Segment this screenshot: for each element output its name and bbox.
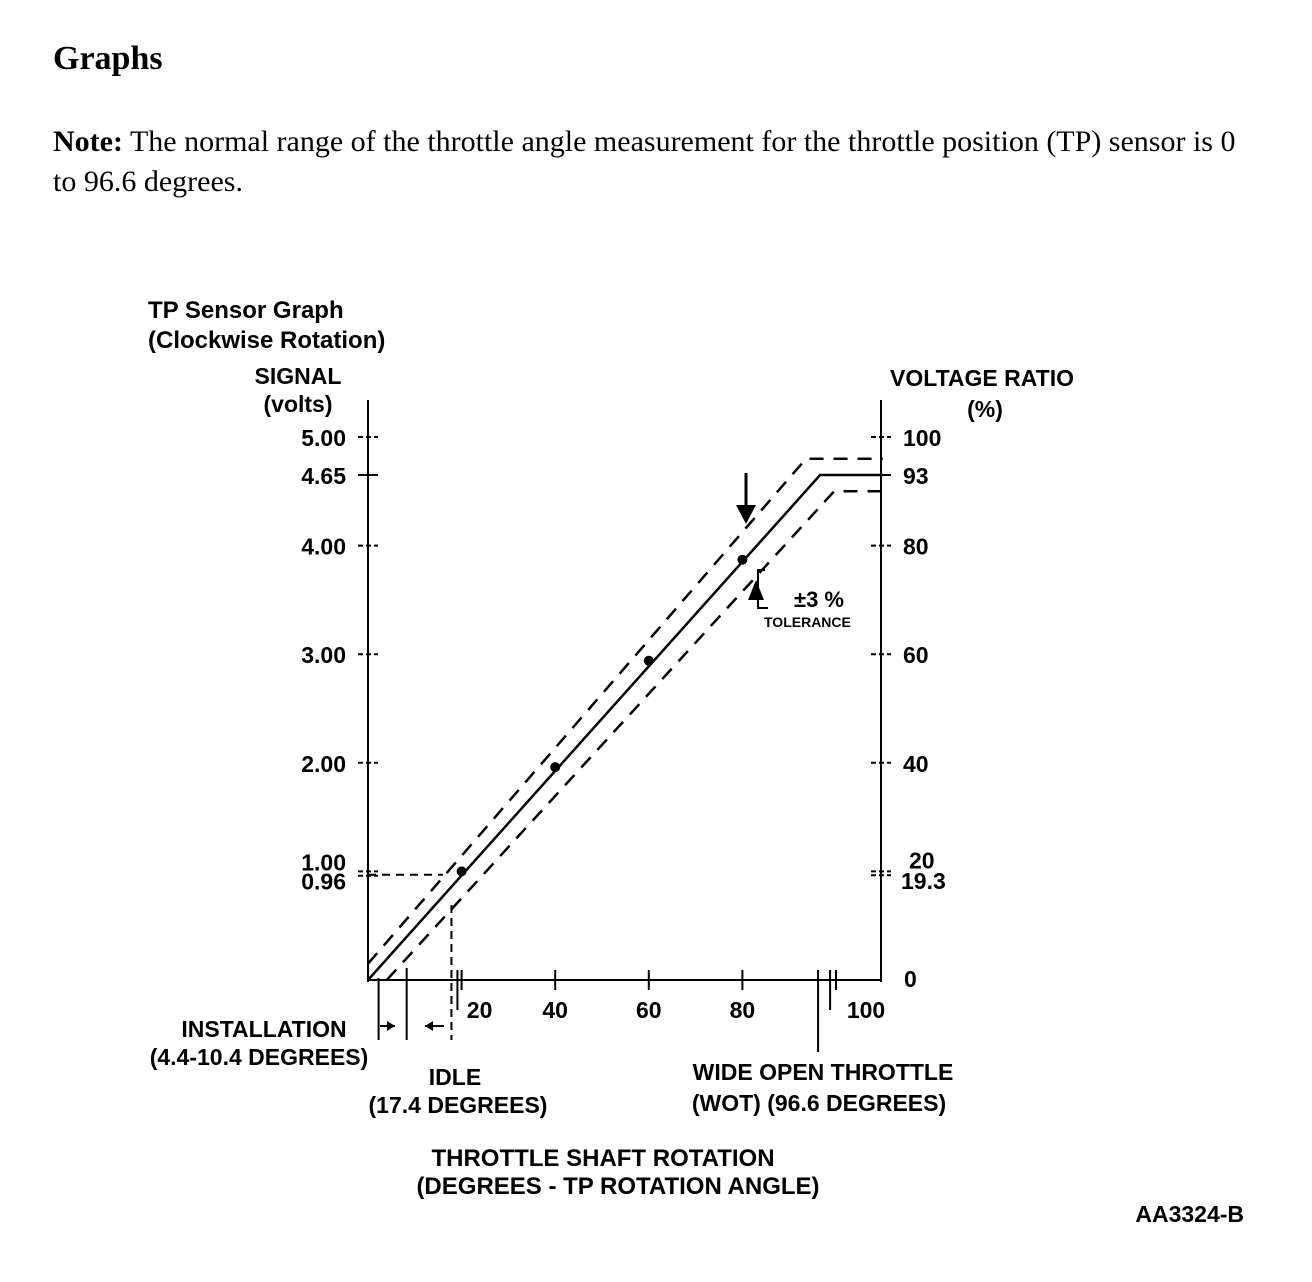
- left-tick-label-3: 3.00: [301, 642, 346, 669]
- wot-label: WIDE OPEN THROTTLE: [692, 1059, 954, 1085]
- wot-angle-label: (WOT) (96.6 DEGREES): [691, 1090, 947, 1116]
- left-tick-label-0: 5.00: [301, 425, 346, 451]
- tolerance-label: TOLERANCE: [764, 614, 851, 630]
- lower-tolerance-band: [387, 491, 883, 980]
- right-tick-label-3: 60: [903, 642, 929, 669]
- right-tick-label-6: 19.3: [901, 868, 946, 895]
- data-point-3: [737, 555, 747, 565]
- left-axis-unit: (volts): [263, 391, 333, 417]
- x-tick-label-0: 20: [466, 997, 493, 1023]
- installation-label: INSTALLATION: [181, 1016, 347, 1042]
- right-tick-label-4: 40: [903, 750, 929, 777]
- note-label: Note:: [53, 125, 123, 158]
- installation-arrow-left-head: [387, 1021, 395, 1031]
- tolerance-value: ±3 %: [794, 587, 844, 612]
- right-axis-title: VOLTAGE RATIO: [890, 365, 1074, 391]
- chart-title: TP Sensor Graph: [148, 297, 344, 324]
- installation-arrow-right-head: [425, 1021, 433, 1031]
- right-tick-label-7: 0: [904, 966, 917, 992]
- left-tick-label-4: 2.00: [301, 750, 346, 777]
- figure-id: AA3324-B: [1135, 1201, 1244, 1227]
- x-tick-label-4: 100: [846, 997, 886, 1023]
- right-tick-label-0: 100: [903, 425, 942, 451]
- idle-angle-label: (17.4 DEGREES): [368, 1092, 548, 1118]
- x-axis-title: THROTTLE SHAFT ROTATION: [431, 1145, 775, 1172]
- left-tick-label-1: 4.65: [301, 463, 346, 490]
- upper-tolerance-band: [368, 459, 883, 964]
- note-text: The normal range of the throttle angle measurement for the throttle position (TP) sensor is 0 to 96.6 degrees.: [53, 125, 1236, 198]
- data-point-1: [550, 762, 560, 772]
- right-tick-label-1: 93: [903, 463, 929, 490]
- installation-range-label: (4.4-10.4 DEGREES): [149, 1044, 369, 1070]
- x-tick-label-1: 40: [542, 997, 568, 1023]
- right-tick-label-2: 80: [903, 533, 929, 560]
- right-axis-unit: (%): [967, 396, 1003, 422]
- page-heading: Graphs: [53, 40, 163, 77]
- data-point-0: [457, 866, 467, 876]
- right-tick-label-5: 20: [909, 847, 935, 874]
- data-point-2: [644, 656, 654, 666]
- idle-label: IDLE: [428, 1064, 482, 1090]
- x-tick-label-3: 80: [729, 997, 756, 1023]
- signal-line: [368, 475, 883, 980]
- x-axis-subtitle: (DEGREES - TP ROTATION ANGLE): [416, 1173, 820, 1200]
- left-tick-label-5: 1.00: [301, 849, 346, 876]
- chart-subtitle: (Clockwise Rotation): [148, 327, 386, 354]
- left-tick-label-6: 0.96: [301, 868, 346, 895]
- left-axis-title: SIGNAL: [254, 363, 342, 389]
- left-tick-label-2: 4.00: [301, 533, 346, 560]
- x-tick-label-2: 60: [636, 997, 662, 1023]
